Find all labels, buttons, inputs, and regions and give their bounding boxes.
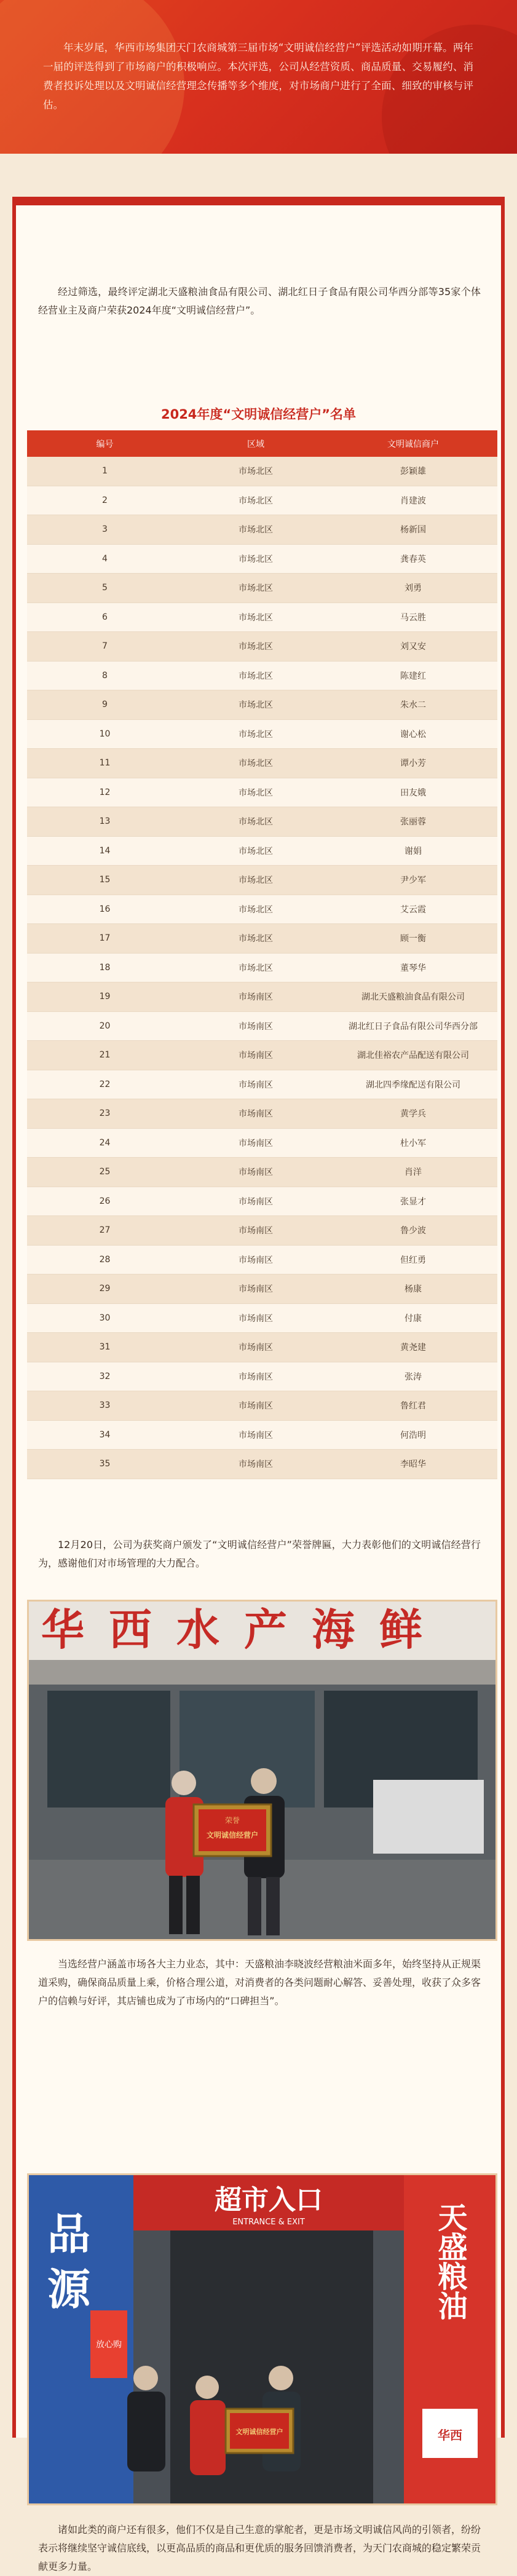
left-sign-char-1: 品 [47, 2209, 90, 2259]
cell-merchant: 谭小芳 [400, 759, 426, 769]
cell-number: 19 [99, 992, 111, 1002]
cell-number: 32 [99, 1371, 111, 1381]
cell-area: 市场北区 [239, 846, 273, 856]
cell-merchant: 龚春英 [400, 554, 426, 564]
table-row [27, 1246, 497, 1275]
cell-merchant: 艾云霞 [400, 904, 426, 915]
honor-list-table [27, 430, 497, 1479]
table-row [27, 1421, 497, 1450]
cell-number: 12 [99, 787, 111, 797]
cell-number: 26 [99, 1196, 111, 1206]
cell-number: 1 [102, 466, 108, 476]
cell-number: 31 [99, 1342, 111, 1353]
cell-area: 市场南区 [239, 1372, 273, 1382]
content-card [12, 197, 505, 2572]
cell-merchant: 张显才 [400, 1196, 426, 1207]
seafood-store-photo [29, 1602, 495, 1939]
cell-area: 市场南区 [239, 1226, 273, 1236]
cell-number: 21 [99, 1050, 111, 1061]
cell-merchant: 尹少军 [400, 875, 426, 886]
cell-number: 17 [99, 933, 111, 944]
cell-number: 2 [102, 495, 108, 505]
entrance-sign-en: ENTRANCE & EXIT [232, 2218, 305, 2227]
cell-number: 14 [99, 845, 111, 856]
cell-number: 34 [99, 1429, 111, 1440]
cell-merchant: 董琴华 [400, 963, 426, 973]
table-row [27, 574, 497, 603]
cell-merchant: 肖洋 [405, 1167, 422, 1178]
cell-area: 市场北区 [239, 759, 273, 769]
cell-merchant: 湖北佳裕农产品配送有限公司 [357, 1051, 469, 1061]
cell-area: 市场北区 [239, 904, 273, 915]
cell-area: 市场北区 [239, 788, 273, 798]
table-row [27, 1041, 497, 1070]
cell-area: 市场北区 [239, 496, 273, 506]
cell-merchant: 湖北天盛粮油食品有限公司 [361, 992, 465, 1003]
header-area: 区域 [247, 439, 264, 449]
cell-area: 市场南区 [239, 1430, 273, 1440]
table-row [27, 457, 497, 486]
cell-number: 22 [99, 1079, 111, 1089]
cell-area: 市场南区 [239, 1255, 273, 1265]
cell-merchant: 但红勇 [400, 1255, 426, 1265]
cell-merchant: 鲁少波 [400, 1226, 426, 1236]
table-row [27, 1391, 497, 1421]
table-row [27, 954, 497, 983]
closing-paragraph: 诸如此类的商户还有很多，他们不仅是自己生意的掌舵者，更是市场文明诚信风尚的引领者，纷纷表示将继续坚守诚信底线，以更高品质的商品和更优质的服务回馈消费者，为天门农商城的稳定繁荣贡献更多力量。 [38, 2524, 481, 2572]
award-photo-seafood [27, 1600, 497, 1941]
cell-area: 市场北区 [239, 963, 273, 973]
cell-number: 33 [99, 1401, 111, 1411]
plaque-title-text-2: 文明诚信经营户 [235, 2428, 283, 2436]
table-body [27, 457, 497, 1479]
cell-area: 市场南区 [239, 1051, 273, 1061]
cell-number: 18 [99, 962, 111, 973]
announcement-paragraph: 经过筛选，最终评定湖北天盛粮油食品有限公司、湖北红日子食品有限公司华西分部等35家个体经营业主及商户荣获2024年度“文明诚信经营户”。 [38, 286, 481, 316]
cell-merchant: 黄尧建 [400, 1343, 426, 1353]
table-row [27, 1129, 497, 1158]
grain-oil-store-photo [29, 2175, 495, 2503]
cell-area: 市场南区 [239, 1313, 273, 1324]
cell-area: 市场北区 [239, 525, 273, 535]
cell-number: 6 [102, 612, 108, 622]
cell-number: 9 [102, 700, 108, 710]
cell-merchant: 张涛 [405, 1372, 422, 1382]
cell-number: 16 [99, 904, 111, 914]
left-sign-char-2: 源 [47, 2264, 90, 2315]
cell-number: 23 [99, 1108, 111, 1119]
cell-number: 4 [102, 553, 108, 564]
cell-merchant: 张丽蓉 [400, 817, 426, 828]
table-row [27, 690, 497, 720]
cell-number: 13 [99, 816, 111, 827]
card-top-bar [16, 197, 501, 205]
table-row [27, 982, 497, 1012]
award-paragraph: 12月20日，公司为获奖商户颁发了“文明诚信经营户”荣誉牌匾，大力表彰他们的文明诚信经营行为，感谢他们对市场管理的大力配合。 [38, 1539, 481, 1569]
cell-merchant: 田友娥 [400, 788, 426, 798]
cell-area: 市场北区 [239, 554, 273, 564]
cell-area: 市场南区 [239, 1167, 273, 1178]
table-row [27, 1216, 497, 1246]
table-row [27, 632, 497, 662]
cell-number: 25 [99, 1167, 111, 1177]
cell-number: 7 [102, 641, 108, 652]
cell-merchant: 湖北红日子食品有限公司华西分部 [349, 1021, 478, 1032]
table-row [27, 1099, 497, 1129]
cell-area: 市场北区 [239, 934, 273, 944]
table-title: 2024年度“文明诚信经营户”名单 [160, 407, 357, 422]
table-row [27, 1362, 497, 1392]
table-row [27, 662, 497, 691]
cell-area: 市场南区 [239, 1080, 273, 1090]
cell-area: 市场北区 [239, 817, 273, 828]
cell-area: 市场北区 [239, 875, 273, 886]
cell-merchant: 顾一衡 [400, 934, 426, 944]
table-row [27, 778, 497, 808]
table-row [27, 1012, 497, 1041]
cell-merchant: 马云胜 [400, 612, 426, 623]
cell-merchant: 刘又安 [400, 642, 426, 652]
cell-area: 市场北区 [239, 642, 273, 652]
cell-area: 市场南区 [239, 1021, 273, 1032]
cell-merchant: 黄学兵 [400, 1109, 426, 1120]
cell-area: 市场南区 [239, 1196, 273, 1207]
intro-text: 年末岁尾，华西市场集团天门农商城第三届市场“文明诚信经营户”评选活动如期开幕。两年一届的评选得到了市场商户的积极响应。本次评选，公司从经营资质、商品质量、交易履约、消费者投诉处理以及文明诚信经营理念传播等多个维度，对市场商户进行了全面、细致的审核与评估。 [43, 42, 473, 111]
table-row [27, 749, 497, 778]
cell-area: 市场北区 [239, 467, 273, 477]
header-number: 编号 [96, 439, 114, 449]
cell-merchant: 朱水二 [400, 700, 426, 711]
merchant-story-paragraph: 当选经营户涵盖市场各大主力业态，其中：天盛粮油李晓波经营粮油米面多年，始终坚持从正规渠道采购，确保商品质量上乘，价格合理公道，对消费者的各类问题耐心解答、妥善处理，收获了众多客户的信赖与好评，其店铺也成为了市场内的“口碑担当”。 [38, 1958, 481, 2007]
cell-merchant: 杜小军 [400, 1138, 426, 1148]
cell-number: 15 [99, 875, 111, 885]
table-row [27, 866, 497, 895]
table-row [27, 720, 497, 749]
table-row [27, 895, 497, 925]
cell-merchant: 彭颖雄 [400, 467, 426, 477]
cell-merchant: 湖北四季缘配送有限公司 [366, 1080, 460, 1090]
cell-merchant: 陈建红 [400, 671, 426, 681]
table-row [27, 1187, 497, 1217]
cell-area: 市场南区 [239, 1109, 273, 1120]
cell-area: 市场北区 [239, 700, 273, 711]
table-row [27, 486, 497, 516]
store-sign-text: 华西水产海鲜 [41, 1605, 447, 1655]
cell-merchant: 谢心松 [400, 729, 426, 740]
cell-area: 市场北区 [239, 729, 273, 740]
header-merchant: 文明诚信商户 [387, 439, 439, 449]
cell-number: 3 [102, 524, 108, 535]
cell-area: 市场南区 [239, 1401, 273, 1412]
cell-merchant: 何浩明 [400, 1430, 426, 1440]
cell-area: 市场南区 [239, 1284, 273, 1295]
cell-number: 5 [102, 583, 108, 593]
cell-merchant: 李昭华 [400, 1460, 426, 1470]
cell-number: 28 [99, 1254, 111, 1265]
table-row [27, 1333, 497, 1362]
table-row [27, 924, 497, 954]
cell-merchant: 谢娟 [405, 846, 422, 856]
table-row [27, 545, 497, 574]
cell-area: 市场南区 [239, 1343, 273, 1353]
cell-area: 市场南区 [239, 1460, 273, 1470]
table-row [27, 1450, 497, 1479]
cell-merchant: 杨康 [405, 1284, 422, 1295]
cell-merchant: 肖建波 [400, 496, 426, 506]
cell-area: 市场南区 [239, 992, 273, 1003]
cell-merchant: 付康 [405, 1313, 422, 1324]
table-header [27, 430, 497, 457]
intro-banner [0, 0, 517, 154]
cell-number: 27 [99, 1225, 111, 1236]
table-row [27, 807, 497, 837]
table-row [27, 1158, 497, 1187]
table-row [27, 603, 497, 633]
cell-area: 市场北区 [239, 583, 273, 594]
cell-number: 24 [99, 1137, 111, 1148]
cell-number: 11 [99, 758, 111, 768]
cell-number: 30 [99, 1313, 111, 1323]
right-sign-sub: 华西 [438, 2428, 462, 2443]
cell-merchant: 刘勇 [405, 583, 422, 594]
cell-area: 市场北区 [239, 671, 273, 681]
table-row [27, 837, 497, 866]
cell-merchant: 杨新国 [400, 525, 426, 535]
cell-area: 市场南区 [239, 1138, 273, 1148]
cell-number: 10 [99, 729, 111, 739]
right-sign-text: 天盛粮油 [433, 2202, 467, 2320]
cell-merchant: 鲁红君 [400, 1401, 426, 1412]
entrance-sign-text: 超市入口 [215, 2184, 323, 2216]
cell-area: 市场北区 [239, 612, 273, 623]
table-row [27, 1304, 497, 1333]
award-photo-grain-oil [27, 2173, 497, 2505]
table-row [27, 1070, 497, 1100]
left-sign-sub: 放心购 [96, 2340, 122, 2350]
cell-number: 29 [99, 1284, 111, 1294]
plaque-title-text: 文明诚信经营户 [206, 1831, 259, 1839]
cell-number: 8 [102, 670, 108, 681]
table-row [27, 515, 497, 545]
cell-number: 20 [99, 1021, 111, 1031]
table-row [27, 1274, 497, 1304]
cell-number: 35 [99, 1459, 111, 1469]
plaque-top-text: 荣誉 [224, 1816, 240, 1825]
